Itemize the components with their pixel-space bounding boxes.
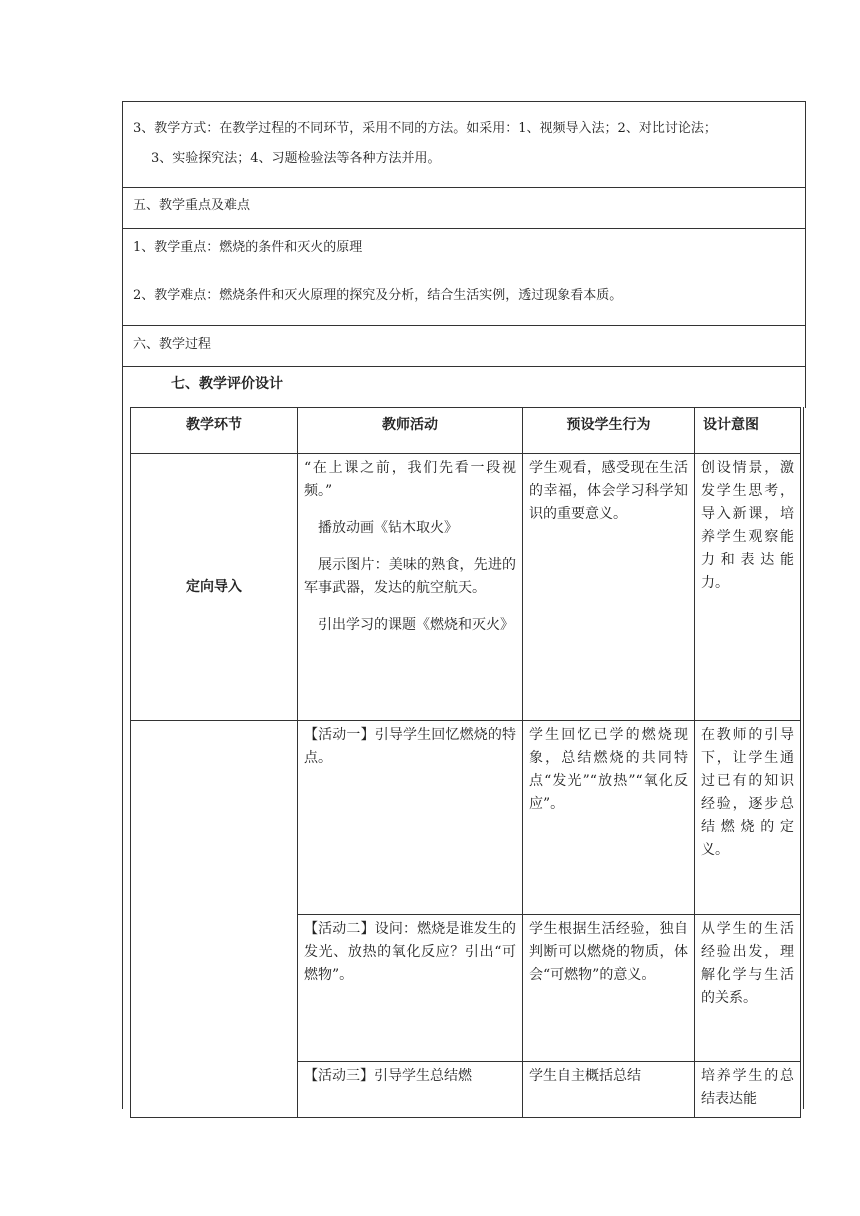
key-difficult-points-row — [123, 229, 805, 326]
table-row — [131, 721, 801, 915]
stage-name: 定向导入 — [131, 454, 298, 721]
teaching-method-line2: 3、实验探究法；4、习题检验法等各种方法并用。 — [151, 151, 441, 166]
design-intent-cell: 创设情景，激发学生思考，导入新课，培养学生观察能力和表达能力。 — [695, 454, 801, 721]
teacher-activity-cell: 【活动一】引导学生回忆燃烧的特点。 — [298, 721, 523, 915]
header-design-intent: 设计意图 — [695, 408, 801, 454]
outer-right-border — [803, 407, 804, 1109]
outer-left-border — [122, 407, 123, 1109]
student-behavior-cell: 学生观看，感受现在生活的幸福，体会学习科学知识的重要意义。 — [523, 454, 695, 721]
key-point: 1、教学重点：燃烧的条件和灭火的原理 — [133, 240, 363, 255]
difficult-point: 2、教学难点：燃烧条件和灭火原理的探究及分析，结合生活实例，透过现象看本质。 — [133, 288, 623, 303]
teaching-method-line1: 3、教学方式：在教学过程的不同环节，采用不同的方法。如采用：1、视频导入法；2、对比讨论法； — [133, 121, 717, 136]
stage-name-empty — [131, 721, 298, 1118]
student-behavior-cell: 学生自主概括总结 — [523, 1062, 695, 1118]
teaching-method-row — [123, 102, 805, 188]
lesson-plan-outer-table — [122, 101, 806, 408]
student-behavior-cell: 学生回忆已学的燃烧现象，总结燃烧的共同特点“发光”“放热”“氧化反应”。 — [523, 721, 695, 915]
teacher-activity-cell: 【活动二】设问：燃烧是谁发生的发光、放热的氧化反应？引出“可燃物”。 — [298, 915, 523, 1062]
teacher-activity-text: 播放动画《钻木取火》 — [318, 520, 458, 536]
section7-title: 七、教学评价设计 — [171, 376, 283, 392]
design-intent-cell: 培养学生的总结表达能 — [695, 1062, 801, 1118]
header-student-behavior: 预设学生行为 — [523, 408, 695, 454]
design-intent-cell: 从学生的生活经验出发，理解化学与生活的关系。 — [695, 915, 801, 1062]
evaluation-design-table — [130, 407, 801, 1118]
table-row — [131, 454, 801, 721]
teacher-activity-text: 展示图片：美味的熟食，先进的军事武器，发达的航空航天。 — [304, 557, 516, 596]
section5-title: 五、教学重点及难点 — [123, 188, 805, 229]
teacher-activity-text: “在上课之前，我们先看一段视频。” — [304, 460, 516, 499]
header-stage: 教学环节 — [131, 408, 298, 454]
teacher-activity-text: 引出学习的课题《燃烧和灭火》 — [318, 617, 514, 633]
section6-title: 六、教学过程 — [123, 326, 805, 367]
header-teacher-activity: 教师活动 — [298, 408, 523, 454]
teacher-activity-cell: 【活动三】引导学生总结燃 — [298, 1062, 523, 1118]
teacher-activity-cell — [298, 454, 523, 721]
table-header-row — [131, 408, 801, 454]
design-intent-cell: 在教师的引导下，让学生通过已有的知识经验，逐步总结燃烧的定义。 — [695, 721, 801, 915]
student-behavior-cell: 学生根据生活经验，独自判断可以燃烧的物质，体会“可燃物”的意义。 — [523, 915, 695, 1062]
